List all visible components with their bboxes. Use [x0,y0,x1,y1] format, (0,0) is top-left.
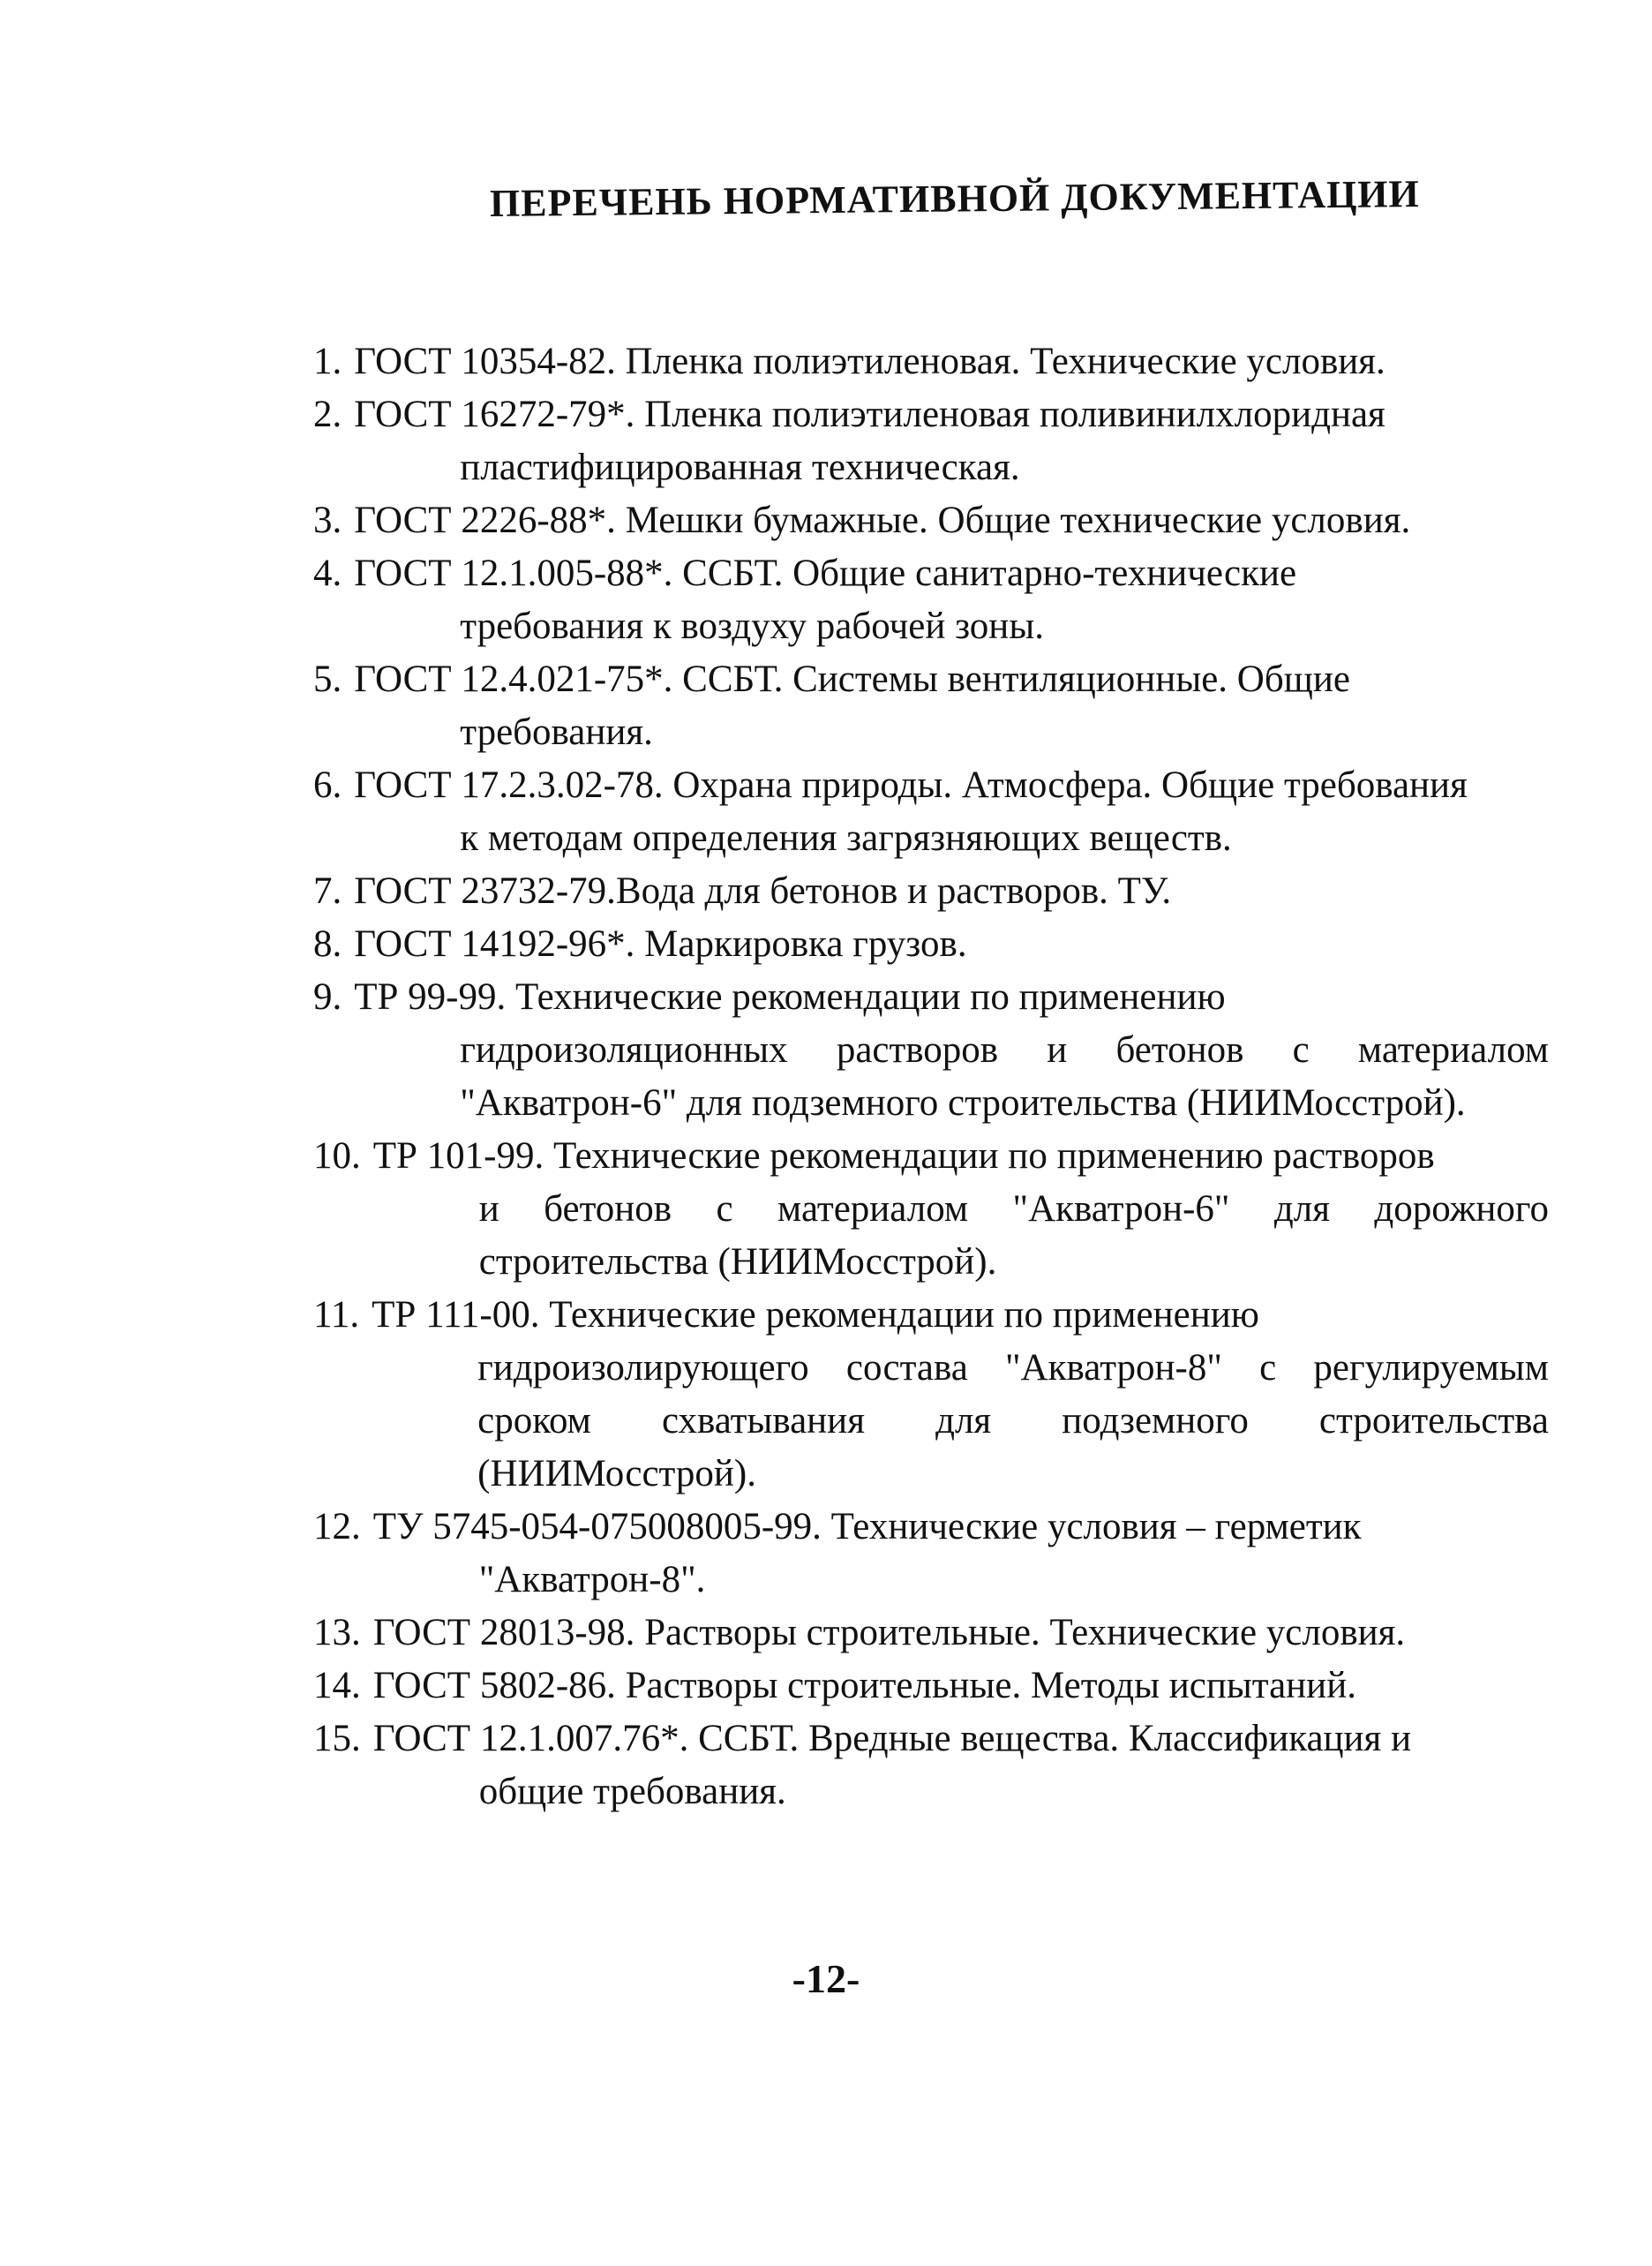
item-continuation: пластифицированная техническая. [460,447,1020,488]
item-number: 6. [313,764,342,806]
list-item [313,494,1549,547]
list-item [313,335,1549,388]
list-item [313,1289,1549,1501]
item-continuation: гидроизоляционных растворов и бетонов с материалом "Акватрон-6" для подземного строительства (НИИМосстрой). [460,1029,1549,1124]
item-first-line: ГОСТ 12.1.007.76*. ССБТ. Вредные вещества. Классификация и [372,1718,1412,1759]
item-text [373,1660,1549,1713]
list-item [313,547,1549,653]
item-text [354,653,1549,759]
item-number: 1. [313,341,342,382]
list-item [313,918,1549,971]
item-number: 7. [313,870,342,912]
item-first-line: ГОСТ 23732-79.Вода для бетонов и растворов. ТУ. [354,870,1172,912]
item-number: 11. [313,1294,360,1336]
list-item [313,971,1549,1130]
item-number: 14. [313,1665,361,1706]
item-number: 4. [313,553,342,594]
item-text [373,1501,1549,1607]
item-continuation: общие требования. [478,1771,786,1812]
item-first-line: ГОСТ 14192-96*. Маркировка грузов. [354,923,967,965]
item-continuation: и бетонов с материалом "Акватрон-6" для дорожного строительства (НИИМосстрой). [478,1188,1549,1283]
item-first-line: ГОСТ 10354-82. Пленка полиэтиленовая. Технические условия. [354,341,1385,382]
item-text [373,1130,1549,1289]
item-number: 8. [313,923,342,965]
item-number: 10. [313,1135,361,1177]
item-text [372,1289,1549,1501]
item-text [354,759,1549,865]
list-item [313,1607,1549,1660]
item-continuation: "Акватрон-8". [478,1559,706,1600]
item-first-line: ГОСТ 2226-88*. Мешки бумажные. Общие технические условия. [354,500,1411,541]
item-first-line: ГОСТ 12.4.021-75*. ССБТ. Системы вентиляционные. Общие [354,659,1350,700]
item-text [354,388,1549,494]
item-text [354,918,1549,971]
item-number: 13. [313,1612,361,1653]
item-first-line: ГОСТ 17.2.3.02-78. Охрана природы. Атмосфера. Общие требования [354,764,1468,806]
list-item [313,865,1549,918]
item-continuation: требования. [460,711,653,753]
item-text [354,494,1549,547]
list-item [313,653,1549,759]
item-continuation: требования к воздуху рабочей зоны. [460,606,1044,647]
item-first-line: ГОСТ 28013-98. Растворы строительные. Технические условия. [372,1612,1406,1653]
list-item [313,1501,1549,1607]
list-item [313,1130,1549,1289]
item-text [373,1713,1549,1818]
list-item [313,388,1549,494]
item-text [354,547,1549,653]
item-continuation: к методам определения загрязняющих веществ. [460,817,1232,859]
item-text [373,1607,1549,1660]
item-first-line: ТР 111-00. Технические рекомендации по применению [372,1294,1259,1336]
list-item [313,1713,1549,1818]
normative-documents-list [313,335,1549,1818]
page-number: -12- [792,1956,860,2001]
item-number: 5. [313,659,342,700]
item-first-line: ТУ 5745-054-075008005-99. Технические условия – герметик [372,1506,1362,1547]
item-first-line: ГОСТ 16272-79*. Пленка полиэтиленовая поливинилхлоридная [354,394,1385,435]
item-number: 2. [313,394,342,435]
item-number: 9. [313,976,342,1018]
item-first-line: ТР 101-99. Технические рекомендации по применению растворов [372,1135,1435,1177]
item-text [354,971,1549,1130]
item-text [354,865,1549,918]
item-text [354,335,1549,388]
item-number: 3. [313,500,342,541]
item-number: 12. [313,1506,361,1547]
item-continuation: гидроизолирующего состава "Акватрон-8" с регулируемым сроком схватывания для подземного строительства (НИИМосстрой). [477,1347,1549,1494]
item-first-line: ГОСТ 5802-86. Растворы строительные. Методы испытаний. [372,1665,1356,1706]
item-number: 15. [313,1718,361,1759]
list-item [313,1660,1549,1713]
page-title: ПЕРЕЧЕНЬ НОРМАТИВНОЙ ДОКУМЕНТАЦИИ [489,171,1420,225]
item-first-line: ГОСТ 12.1.005-88*. ССБТ. Общие санитарно-технические [354,553,1297,594]
item-first-line: ТР 99-99. Технические рекомендации по применению [354,976,1226,1018]
list-item [313,759,1549,865]
